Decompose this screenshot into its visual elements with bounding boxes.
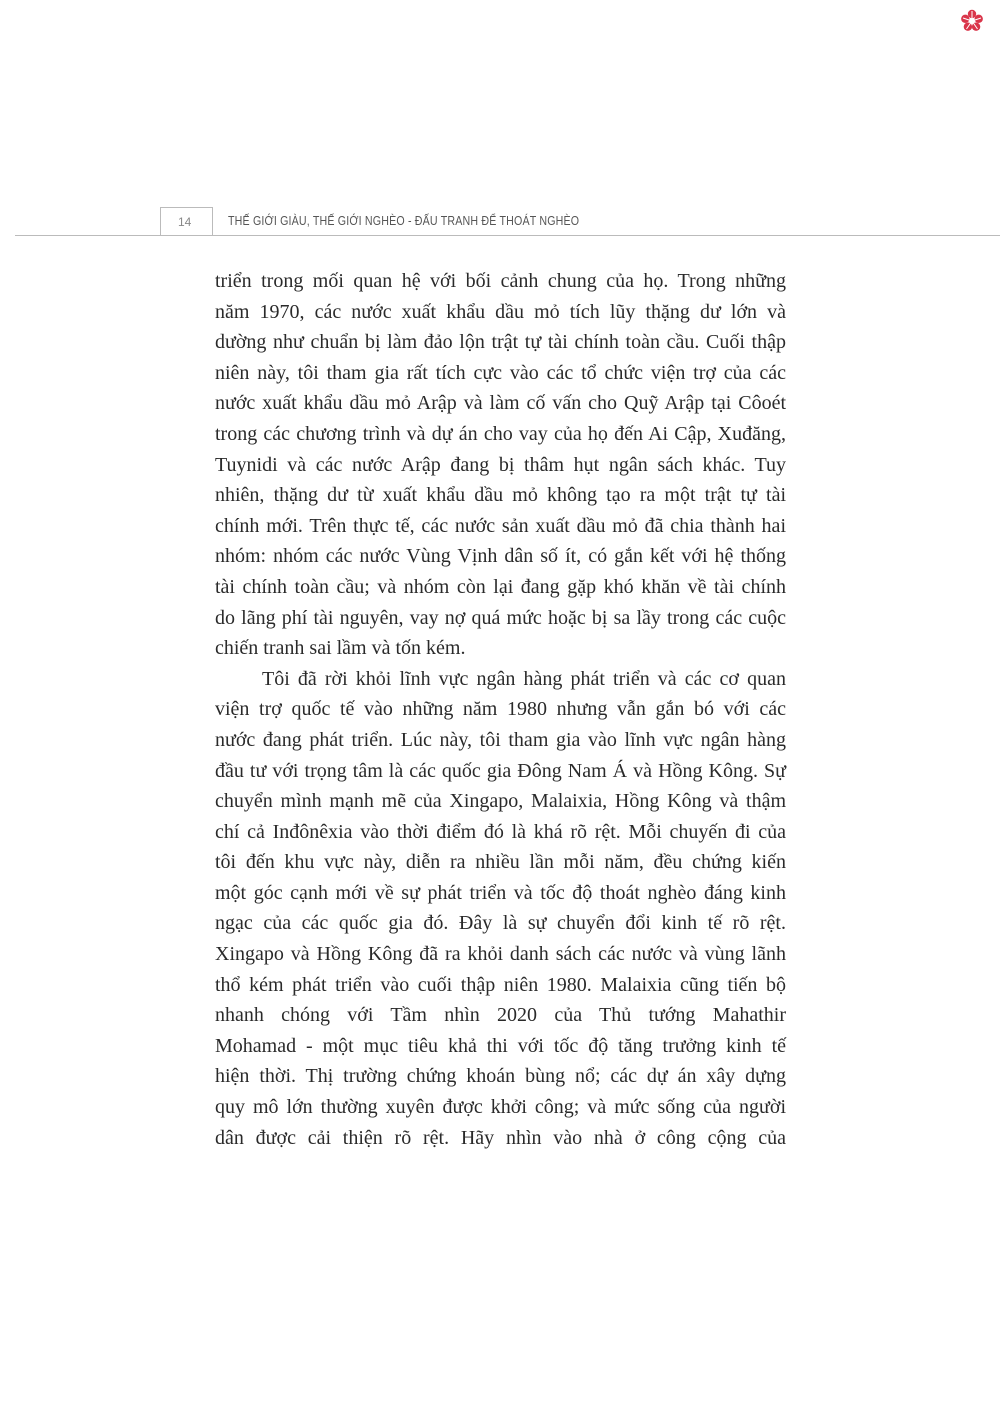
text-line: Tuynidi và các nước Arập đang bị thâm hụt ngân sách khác. Tuy [215,453,786,476]
running-title: THẾ GIỚI GIÀU, THẾ GIỚI NGHÈO - ĐẤU TRANH ĐỂ THOÁT NGHÈO [228,213,580,228]
text-line: một góc cạnh mới về sự phát triển và tốc độ thoát nghèo đáng kinh [215,881,786,904]
text-line: quy mô lớn thường xuyên được khởi công; và mức sống của người [215,1096,786,1119]
text-line: tài chính toàn cầu; và nhóm còn lại đang gặp khó khăn về tài chính [215,575,786,598]
text-line: hiện thời. Thị trường chứng khoán bùng nổ; các dự án xây dựng [215,1065,786,1088]
text-line: dường như chuẩn bị làm đảo lộn trật tự tài chính toàn cầu. Cuối thập [215,331,786,354]
text-line: Tôi đã rời khỏi lĩnh vực ngân hàng phát triển và các cơ quan [262,667,786,690]
paragraph [215,266,786,664]
text-line: Xingapo và Hồng Kông đã ra khỏi danh sách các nước và vùng lãnh [215,943,786,966]
page-number: 14 [178,215,192,229]
text-line: chiến tranh sai lầm và tốn kém. [215,637,466,660]
text-line: do lãng phí tài nguyên, vay nợ quá mức hoặc bị sa lầy trong các cuộc [215,606,786,629]
text-line: nhanh chóng với Tầm nhìn 2020 của Thủ tướng Mahathir [215,1004,786,1027]
text-line: niên này, tôi tham gia rất tích cực vào các tổ chức viện trợ của các [215,361,786,384]
text-line: tôi đến khu vực này, diễn ra nhiều lần mỗi năm, đều chứng kiến [215,851,786,874]
text-line: nhiên, thặng dư từ xuất khẩu dầu mỏ không tạo ra một trật tự tài [215,484,786,507]
text-line: chí cả Inđônêxia vào thời điểm đó là khá rõ rệt. Mỗi chuyến đi của [215,820,786,843]
text-line: chính mới. Trên thực tế, các nước sản xuất dầu mỏ đã chia thành hai [215,514,786,537]
text-line: trong các chương trình và dự án cho vay của họ đến Ai Cập, Xuđăng, [215,422,786,445]
text-line: nước đang phát triển. Lúc này, tôi tham gia vào lĩnh vực ngân hàng [215,728,786,751]
text-line: triển trong mối quan hệ với bối cảnh chung của họ. Trong những [215,270,786,292]
text-line: nước xuất khẩu dầu mỏ Arập và làm cố vấn cho Quỹ Arập tại Côoét [215,392,786,415]
text-line: ngạc của các quốc gia đó. Đây là sự chuyển đổi kinh tế rõ rệt. [215,912,786,935]
text-line: năm 1970, các nước xuất khẩu dầu mỏ tích lũy thặng dư lớn và [215,300,786,323]
header-rule [15,235,1000,236]
text-line: nhóm: nhóm các nước Vùng Vịnh dân số ít, có gắn kết với hệ thống [215,545,786,568]
text-line: chuyển mình mạnh mẽ của Xingapo, Malaixia, Hồng Kông và thậm [215,790,786,813]
flower-icon [960,9,984,33]
text-line: Mohamad - một mục tiêu khả thi với tốc độ tăng trưởng kinh tế [215,1034,786,1057]
text-line: viện trợ quốc tế vào những năm 1980 nhưng vẫn gắn bó với các [215,698,786,721]
text-line: đầu tư với trọng tâm là các quốc gia Đông Nam Á và Hồng Kông. Sự [215,759,786,782]
paragraph [215,664,786,1154]
text-line: dân được cải thiện rõ rệt. Hãy nhìn vào nhà ở công cộng của [215,1126,786,1149]
body-text [215,266,786,1153]
text-line: thổ kém phát triển vào cuối thập niên 1980. Malaixia cũng tiến bộ [215,973,786,996]
